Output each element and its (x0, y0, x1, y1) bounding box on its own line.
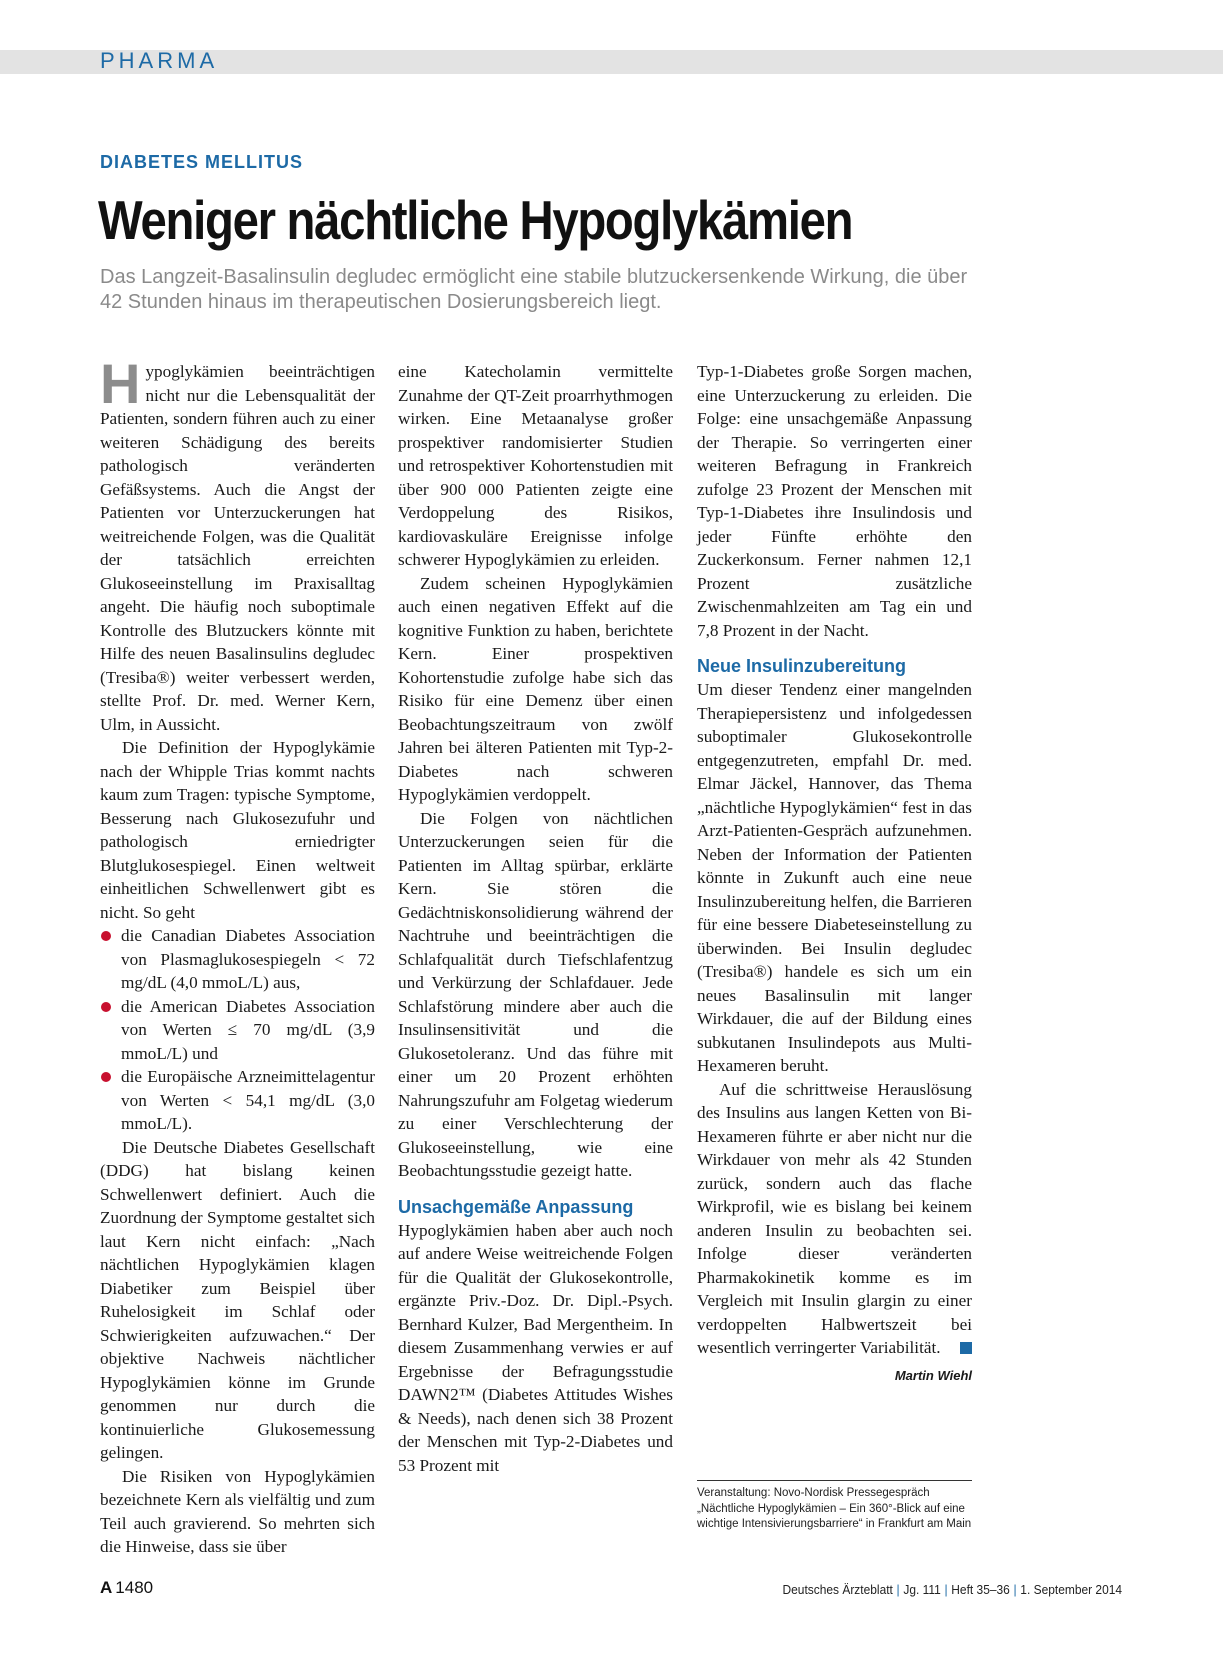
end-mark-icon (960, 1342, 972, 1354)
article-kicker: DIABETES MELLITUS (100, 152, 304, 172)
paragraph-7-continued: Typ-1-Diabetes große Sorgen machen, eine Unterzuckerung zu erleiden. Die Folge: eine unsachgemäße Anpassung der Therapie. So verringerten einer weiteren Befragung in Frankreich zufolge 23 Prozent der Menschen mit Typ-1-Diabetes ihre Insulindosis und jeder Fünfte erhöhte den Zuckerkonsum. Ferner nahmen 12,1 Prozent zusätzliche Zwischenmahlzeiten am Tag ein und 7,8 Prozent in der Nacht. (697, 362, 972, 640)
paragraph-9-text: Auf die schrittweise Herauslösung des Insulins aus langen Ketten von Bi-Hexameren führte er aber nicht nur die Wirkdauer von mehr als 42 Stunden zurück, sondern auch das flache Wirkprofil, wie es bislang bei keinem anderen Insulin zu beobachten sei. Infolge dieser veränderten Pharmakokinetik komme es im Vergleich mit Insulin glargin zu einer verdoppelten Halbwertszeit bei wesentlich verringerter Variabilität. (697, 1079, 972, 1357)
paragraph-1 (100, 352, 375, 736)
footer-separator: | (1013, 1582, 1017, 1597)
page-number (100, 1578, 153, 1598)
event-note: Veranstaltung: Novo-Nordisk Pressegespräch „Nächtliche Hypoglykämien – Ein 360°-Blick auf eine wichtige Intensivierungsbarriere“ in Frankfurt am Main (697, 1480, 972, 1533)
subhead-neue-insulinzubereitung: Neue Insulinzubereitung (697, 656, 907, 676)
footer-issue: Heft 35–36 (951, 1582, 1010, 1597)
subhead-unsachgemaesse-anpassung: Unsachgemäße Anpassung (398, 1196, 634, 1217)
paragraph-3: Die Deutsche Diabetes Gesellschaft (DDG) hat bislang keinen Schwellenwert definiert. Auch die Zuordnung der Symptome gestaltet sich laut Kern nicht einfach: „Nach nächtlichen Hypoglykämien klagen Diabetiker zum Beispiel über Ruhelosigkeit im Schlaf oder Schwierigkeiten aufzuwachen.“ Der objektive Nachweis nächtlicher Hypoglykämien könne im Grunde genommen nur durch die kontinuierliche Glukosemessung gelingen. (100, 1137, 375, 1462)
threshold-list (100, 924, 375, 1136)
paragraph-8: Um dieser Tendenz einer mangelnden Therapiepersistenz und infolgedessen suboptimaler Glukosekontrolle entgegenzutreten, empfahl Dr. med. Elmar Jäckel, Hannover, das Thema „nächtliche Hypoglykämien“ fest in das Arzt-Patienten-Gespräch aufzunehmen. Neben der Information der Patienten könnte in Zukunft auch eine neue Insulinzubereitung helfen, die Barrieren für eine bessere Diabeteseinstellung zu überwinden. Bei Insulin degludec (Tresiba®) handele es sich um ein neues Basalinsulin mit langer Wirkdauer, die auf der Bildung eines subkutanen Insulindepots aus Multi-Hexameren beruht. (697, 680, 972, 1075)
author-name: Martin Wiehl (894, 1367, 972, 1383)
paragraph-7-start: Hypoglykämien haben aber auch noch auf andere Weise weitreichende Folgen für die Qualität der Glukosekontrolle, ergänzte Priv.-Doz. Dr. Dipl.-Psych. Bernhard Kulzer, Bad Mergentheim. In diesem Zusammenhang verwies er auf Ergebnisse der Befragungsstudie DAWN2™ (Diabetes Attitudes Wishes & Needs), nach denen sich 38 Prozent der Menschen mit Typ-2-Diabetes und 53 Prozent mit (398, 1220, 673, 1475)
paragraph-2: Die Definition der Hypoglykämie nach der Whipple Trias kommt nachts kaum zum Tragen: typische Symptome, Besserung nach Glukosezufuhr und pathologisch erniedrigter Blutglukosespiegel. Einen weltweit einheitlichen Schwellenwert gibt es nicht. So geht (100, 738, 375, 922)
column-3 (697, 360, 972, 1387)
footer-journal: Deutsches Ärzteblatt (782, 1582, 893, 1597)
column-2 (398, 360, 673, 1477)
list-item: die American Diabetes Association von Werten ≤ 70 mg/dL (3,9 mmoL/L) und (100, 995, 375, 1066)
footer-separator: | (896, 1582, 900, 1597)
list-item: die Europäische Arzneimittelagentur von Werten < 54,1 mg/dL (3,0 mmoL/L). (100, 1065, 375, 1136)
article-title: Weniger nächtliche Hypoglykämien (98, 189, 853, 251)
page-number-value: 1480 (115, 1578, 154, 1597)
paragraph-4-continued: eine Katecholamin vermittelte Zunahme der QT-Zeit proarrhythmogen wirken. Eine Metaanalyse großer prospektiver randomisierter Studien und retrospektiver Kohortenstudien mit über 900 000 Patienten zeigte eine Verdoppelung des Risikos, kardiovaskuläre Ereignisse infolge schwerer Hypoglykämien zu erleiden. (398, 362, 673, 569)
paragraph-4-start: Die Risiken von Hypoglykämien bezeichnete Kern als vielfältig und zum Teil auch gravierend. So mehrten sich die Hinweise, dass sie über (100, 1466, 375, 1556)
paragraph-1-text: ypoglykämien beeinträchtigen nicht nur die Lebensqualität der Patienten, sondern führen auch zu einer weiteren Schädigung des bereits pathologisch veränderten Gefäßsystems. Auch die Angst der Patienten vor Unterzuckerungen hat weitreichende Folgen, was die Qualität der tatsächlich erreichten Glukoseeinstellung im Praxisalltag angeht. Die häufig noch suboptimale Kontrolle des Blutzuckers könnte mit Hilfe des neuen Basalinsulins degludec (Tresiba®) weiter verbessert werden, stellte Prof. Dr. med. Werner Kern, Ulm, in Aussicht. (100, 362, 375, 734)
paragraph-9 (697, 1078, 972, 1360)
drop-cap: H (100, 352, 141, 415)
column-1 (100, 352, 375, 1559)
section-label: PHARMA (100, 48, 219, 73)
footer-separator: | (944, 1582, 948, 1597)
page-prefix: A (100, 1578, 113, 1597)
list-item: die Canadian Diabetes Association von Plasmaglukosespiegeln < 72 mg/dL (4,0 mmoL/L) aus, (100, 924, 375, 995)
footer-publication (782, 1582, 1122, 1597)
article-lead: Das Langzeit-Basalinsulin degludec ermöglicht eine stabile blutzuckersenkende Wirkung, die über 42 Stunden hinaus im therapeutischen Dosierungsbereich liegt. (100, 266, 968, 313)
paragraph-6: Die Folgen von nächtlichen Unterzuckerungen seien für die Patienten im Alltag spürbar, erklärte Kern. Sie stören die Gedächtniskonsolidierung während der Nachtruhe und beeinträchtigen die Schlafqualität durch Tiefschlafentzug und Verkürzung der Schlafdauer. Jede Schlafstörung mindere aber auch die Insulinsensitivität und die Glukosetoleranz. Und das führe mit einer um 20 Prozent erhöhten Nahrungszufuhr am Folgetag wiederum zu einer Verschlechterung der Glukoseeinstellung, wie eine Beobachtungsstudie gezeigt hatte. (398, 808, 673, 1180)
paragraph-5: Zudem scheinen Hypoglykämien auch einen negativen Effekt auf die kognitive Funktion zu haben, berichtete Kern. Einer prospektiven Kohortenstudie zufolge habe sich das Risiko für eine Demenz über einen Beobachtungszeitraum von zwölf Jahren bei älteren Patienten mit Typ-2-Diabetes nach schweren Hypoglykämien verdoppelt. (398, 573, 673, 804)
footer-date: 1. September 2014 (1020, 1582, 1122, 1597)
footer-volume: Jg. 111 (903, 1582, 941, 1597)
